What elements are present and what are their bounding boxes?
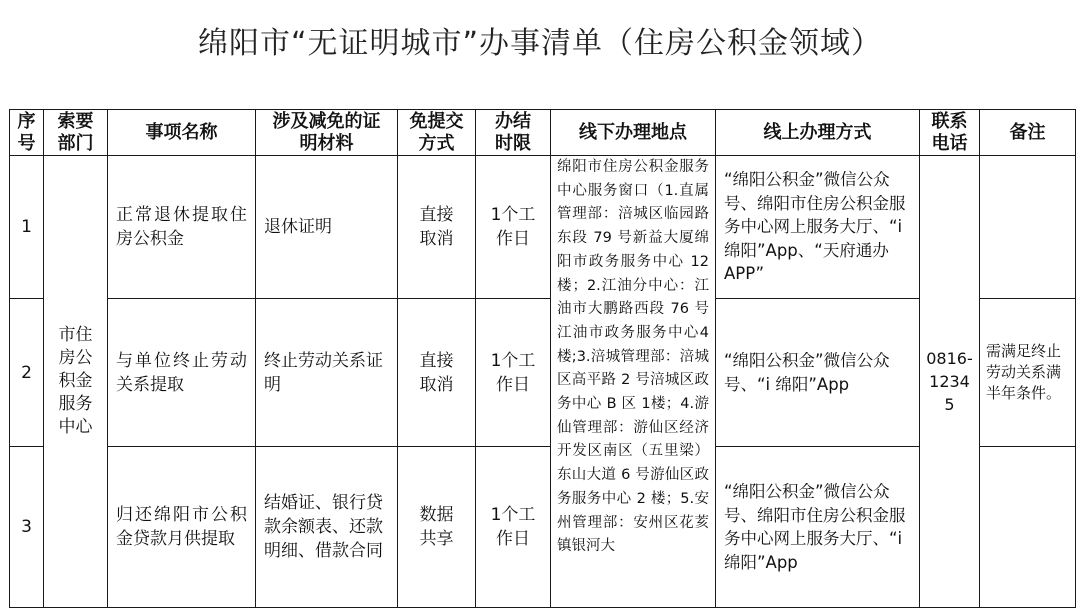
note: [980, 447, 1076, 608]
row-no: 2: [10, 299, 44, 447]
method: 数据共享: [398, 447, 476, 608]
table-row: [10, 299, 1076, 447]
item-name: 归还绵阳市公积金贷款月供提取: [108, 447, 256, 608]
header-online: 线上办理方式: [716, 110, 920, 156]
materials: 退休证明: [256, 156, 398, 299]
dept-cell: 市住房公积金服务中心: [44, 156, 108, 608]
page-title: 绵阳市“无证明城市”办事清单（住房公积金领域）: [197, 26, 883, 61]
time-limit: 1个工作日: [476, 299, 551, 447]
online-method: “绵阳公积金”微信公众号、绵阳市住房公积金服务中心网上服务大厅、“i 绵阳”App、“天府通办 APP”: [716, 156, 920, 299]
online-method: “绵阳公积金”微信公众号、“i 绵阳”App: [716, 299, 920, 447]
method: 直接取消: [398, 156, 476, 299]
materials: 结婚证、银行贷款余额表、还款明细、借款合同: [256, 447, 398, 608]
table-row: [10, 447, 1076, 608]
header-method: 免提交方式: [398, 110, 476, 156]
header-note: 备注: [980, 110, 1076, 156]
offline-location: 绵阳市住房公积金服务中心服务窗口（1.直属管理部：涪城区临园路东段 79 号新益大厦绵阳市政务服务中心 12 楼；2.江油分中心：江油市大鹏路西段 76 号江油市政务服务中心4楼;3.涪城管理部：涪城区高平路 2 号涪城区政务中心 B 区 1楼；4.游仙管理部：游仙区经济开发区南区（五里梁）东山大道 6 号游仙区政务服务中心 2 楼；5.安州管理部：安州区花荄镇银河大: [551, 156, 716, 608]
note: [980, 156, 1076, 299]
table-row: [10, 156, 1076, 299]
note: 需满足终止劳动关系满半年条件。: [980, 299, 1076, 447]
item-name: 正常退休提取住房公积金: [108, 156, 256, 299]
header-limit: 办结时限: [476, 110, 551, 156]
header-row: [10, 110, 1076, 156]
time-limit: 1个工作日: [476, 447, 551, 608]
header-phone: 联系电话: [920, 110, 980, 156]
method: 直接取消: [398, 299, 476, 447]
materials: 终止劳动关系证明: [256, 299, 398, 447]
row-no: 3: [10, 447, 44, 608]
header-item: 事项名称: [108, 110, 256, 156]
header-dept: 索要部门: [44, 110, 108, 156]
header-offline: 线下办理地点: [551, 110, 716, 156]
phone-cell: 0816-12345: [920, 156, 980, 608]
time-limit: 1个工作日: [476, 156, 551, 299]
online-method: “绵阳公积金”微信公众号、绵阳市住房公积金服务中心网上服务大厅、“i 绵阳”App: [716, 447, 920, 608]
header-no: 序号: [10, 110, 44, 156]
item-name: 与单位终止劳动关系提取: [108, 299, 256, 447]
row-no: 1: [10, 156, 44, 299]
service-table: [9, 109, 1076, 608]
header-materials: 涉及减免的证明材料: [256, 110, 398, 156]
